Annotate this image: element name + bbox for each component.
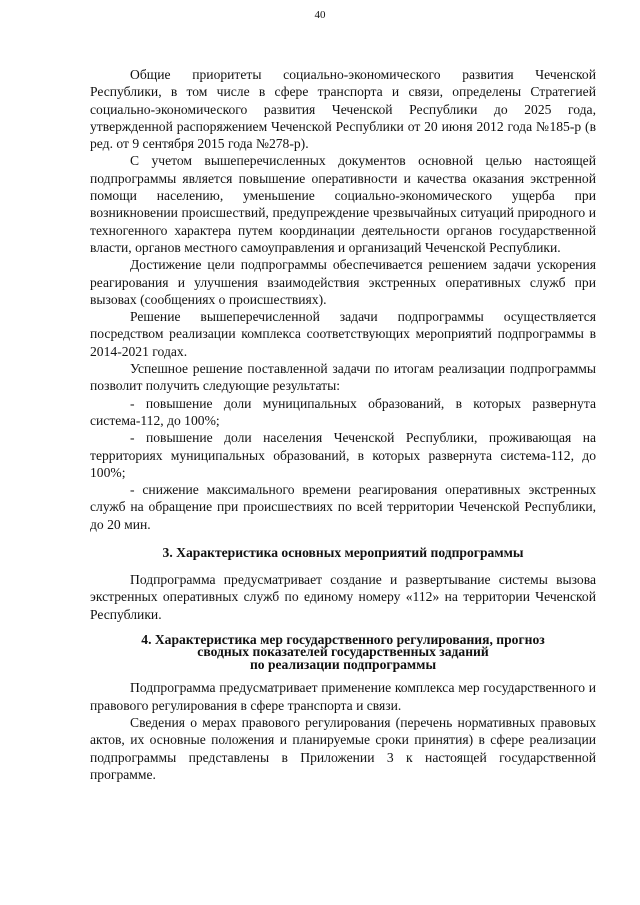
- paragraph-task-solution: Решение вышеперечисленной задачи подпрограммы осуществляется посредством реализации комплекса соответствующих мероприятий подпрограммы в 2014-2021 годах.: [90, 309, 596, 359]
- paragraph-main-goal: С учетом вышеперечисленных документов основной целью настоящей подпрограммы является повышение оперативности и качества оказания экстренной помощи населению, уменьшение социально-экономического ущерба при возникновении происшествий, предупреждение чрезвычайных ситуаций природного и техногенного характера путем координации деятельности органов государственной власти, органов местного самоуправления и организаций Чеченской Республики.: [90, 153, 596, 255]
- section-3-heading: 3. Характеристика основных мероприятий подпрограммы: [162, 545, 524, 561]
- paragraph-goal-achievement: Достижение цели подпрограммы обеспечивается решением задачи ускорения реагирования и улучшения взаимодействия экстренных оперативных служб при вызовах (сообщениях о происшествиях).: [90, 257, 596, 307]
- section-4-heading-line-1: 4. Характеристика мер государственного регулирования, прогноз: [141, 631, 545, 647]
- result-item-response-time: - снижение максимального времени реагирования оперативных экстренных служб на обращение при происшествиях по всей территории Чеченской Республики, до 20 мин.: [90, 482, 596, 532]
- paragraph-results-intro: Успешное решение поставленной задачи по итогам реализации подпрограммы позволит получить следующие результаты:: [90, 361, 596, 394]
- section-4-paragraph-regulation: Подпрограмма предусматривает применение комплекса мер государственного и правового регулирования в сфере транспорта и связи.: [90, 680, 596, 713]
- section-4-paragraph-legal-measures: Сведения о мерах правового регулирования (перечень нормативных правовых актов, их основные положения и планируемые сроки принятия) в сфере реализации подпрограммы представлены в Приложении 3 к настоящей государственной программе.: [90, 715, 596, 782]
- section-4-heading-line-2: сводных показателей государственных заданий: [197, 644, 489, 660]
- page-number: 40: [314, 9, 326, 21]
- section-4-heading-line-3: по реализации подпрограммы: [249, 656, 437, 672]
- section-4-heading: [90, 631, 596, 672]
- paragraph-priorities: Общие приоритеты социально-экономического развития Чеченской Республики, в том числе в сфере транспорта и связи, определены Стратегией социально-экономического развития Чеченской Республики до 2025 года, утвержденной распоряжением Чеченской Республики от 20 июня 2012 года №185-р (в ред. от 9 сентября 2015 года №278-р).: [90, 67, 596, 152]
- document-body: [90, 66, 596, 783]
- section-3-paragraph: Подпрограмма предусматривает создание и развертывание системы вызова экстренных оперативных служб по единому номеру «112» на территории Чеченской Республики.: [90, 572, 596, 622]
- result-item-population-share: - повышение доли населения Чеченской Республики, проживающая на территориях муниципальных образований, в которых развернута система-112, до 100%;: [90, 430, 596, 480]
- result-item-municipal-share: - повышение доли муниципальных образований, в которых развернута система-112, до 100%;: [90, 395, 596, 428]
